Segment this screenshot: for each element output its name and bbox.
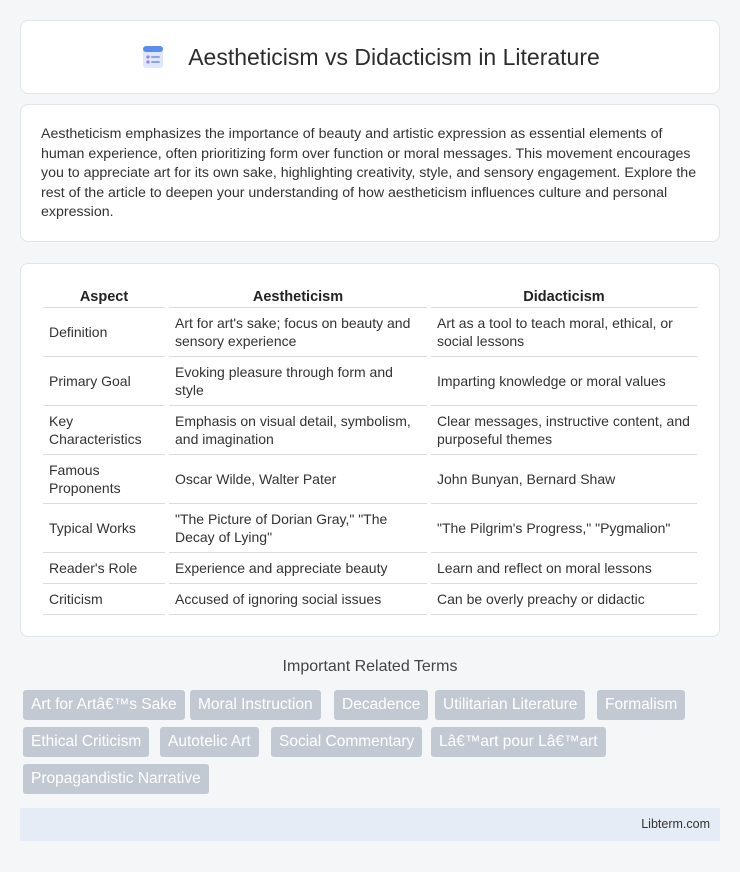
table-cell: Reader's Role: [43, 553, 165, 584]
table-cell: "The Pilgrim's Progress," "Pygmalion": [431, 504, 697, 553]
table-cell: Oscar Wilde, Walter Pater: [169, 455, 427, 504]
related-term-tag[interactable]: Lâ€™art pour Lâ€™art: [431, 727, 606, 757]
table-row: [43, 357, 697, 406]
related-term-tag[interactable]: Art for Artâ€™s Sake: [23, 690, 185, 720]
table-row: [43, 504, 697, 553]
table-cell: Key Characteristics: [43, 406, 165, 455]
related-term-tag[interactable]: Formalism: [597, 690, 685, 720]
table-row: [43, 455, 697, 504]
table-cell: John Bunyan, Bernard Shaw: [431, 455, 697, 504]
table-cell: Can be overly preachy or didactic: [431, 584, 697, 615]
table-cell: Learn and reflect on moral lessons: [431, 553, 697, 584]
footer: [20, 808, 720, 841]
table-cell: Art for art's sake; focus on beauty and sensory experience: [169, 308, 427, 357]
table-header-row: [43, 284, 697, 308]
table-header-aspect: Aspect: [43, 284, 165, 308]
related-term-tag[interactable]: Utilitarian Literature: [435, 690, 585, 720]
table-cell: Clear messages, instructive content, and purposeful themes: [431, 406, 697, 455]
table-cell: Imparting knowledge or moral values: [431, 357, 697, 406]
header-card: [20, 20, 720, 94]
table-header-didacticism: Didacticism: [431, 284, 697, 308]
table-cell: Experience and appreciate beauty: [169, 553, 427, 584]
table-row: [43, 308, 697, 357]
table-cell: Criticism: [43, 584, 165, 615]
related-term-tag[interactable]: Autotelic Art: [160, 727, 259, 757]
table-cell: Definition: [43, 308, 165, 357]
footer-site-link[interactable]: Libterm.com: [641, 817, 710, 831]
intro-text: Aestheticism emphasizes the importance of beauty and artistic expression as essential elements of human experience, often prioritizing form over function or moral messages. This movement encourages you to appreciate art for its own sake, highlighting creativity, style, and sensory engagement. Explore the rest of the article to deepen your understanding of how aestheticism influences culture and personal expression.: [41, 126, 697, 220]
table-header-aestheticism: Aestheticism: [169, 284, 427, 308]
related-term-tag[interactable]: Propagandistic Narrative: [23, 764, 209, 794]
table-row: [43, 553, 697, 584]
table-row: [43, 584, 697, 615]
table-cell: Accused of ignoring social issues: [169, 584, 427, 615]
table-cell: Famous Proponents: [43, 455, 165, 504]
comparison-table: [39, 284, 701, 615]
table-cell: Primary Goal: [43, 357, 165, 406]
table-row: [43, 406, 697, 455]
related-term-tag[interactable]: Social Commentary: [271, 727, 422, 757]
table-cell: Emphasis on visual detail, symbolism, and imagination: [169, 406, 427, 455]
related-terms-title: Important Related Terms: [282, 658, 458, 675]
related-term-tag[interactable]: Moral Instruction: [190, 690, 321, 720]
related-term-tag[interactable]: Decadence: [334, 690, 428, 720]
table-cell: "The Picture of Dorian Gray," "The Decay of Lying": [169, 504, 427, 553]
comparison-table-card: [20, 263, 720, 637]
table-cell: Typical Works: [43, 504, 165, 553]
intro-card: [20, 104, 720, 242]
table-cell: Art as a tool to teach moral, ethical, or social lessons: [431, 308, 697, 357]
document-list-icon: [140, 44, 166, 70]
page-title: Aestheticism vs Didacticism in Literature: [188, 43, 600, 70]
table-cell: Evoking pleasure through form and style: [169, 357, 427, 406]
related-term-tag[interactable]: Ethical Criticism: [23, 727, 149, 757]
